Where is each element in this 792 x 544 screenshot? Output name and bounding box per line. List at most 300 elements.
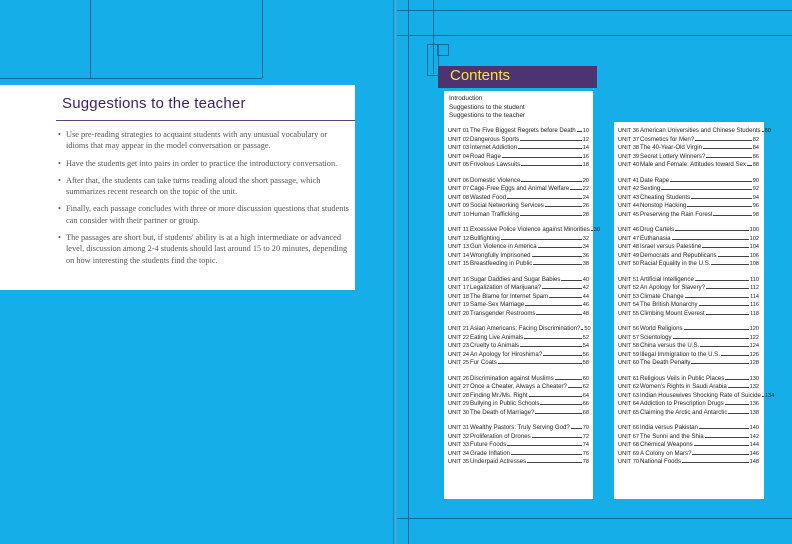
unit-group xyxy=(618,424,759,467)
unit-title: Domestic Violence xyxy=(470,176,521,184)
unit-number: UNIT 52 xyxy=(618,285,640,292)
leader-dots xyxy=(581,329,583,330)
toc-entry[interactable] xyxy=(448,243,589,252)
leader-dots xyxy=(577,131,582,132)
toc-entry[interactable] xyxy=(618,359,759,368)
unit-number: UNIT 48 xyxy=(618,244,640,251)
unit-number: UNIT 11 xyxy=(448,227,469,234)
leader-dots xyxy=(524,338,582,339)
unit-number: UNIT 35 xyxy=(448,459,470,466)
teacher-point: • Have the students get into pairs in order to practice the introductory conversation. xyxy=(58,158,350,169)
page-number: 134 xyxy=(764,392,775,399)
unit-number: UNIT 34 xyxy=(448,450,470,457)
unit-title: The 40-Year-Old Virgin xyxy=(640,144,702,152)
toc-entry[interactable] xyxy=(448,260,589,269)
unit-number: UNIT 50 xyxy=(618,261,640,268)
unit-number: UNIT 58 xyxy=(618,343,640,350)
page-number: 94 xyxy=(752,194,759,201)
unit-title: Climbing Mount Everest xyxy=(640,309,705,317)
leader-dots xyxy=(706,288,749,289)
leader-dots xyxy=(535,413,581,414)
toc-entry[interactable] xyxy=(618,177,759,186)
unit-title: Date Rape xyxy=(640,176,670,184)
unit-number: UNIT 21 xyxy=(448,326,470,333)
toc-entry[interactable] xyxy=(448,127,589,136)
toc-entry[interactable] xyxy=(448,211,589,220)
unit-title: Sexting xyxy=(640,185,661,193)
unit-title: Israel versus Palestine xyxy=(640,243,702,251)
toc-entry[interactable] xyxy=(618,243,759,252)
leader-dots xyxy=(699,428,749,429)
toc-entry[interactable] xyxy=(448,194,589,203)
page-number: 98 xyxy=(752,211,759,218)
page-number: 82 xyxy=(752,136,759,143)
unit-group xyxy=(618,127,771,170)
decor-line xyxy=(262,0,263,78)
leader-dots xyxy=(520,346,582,347)
page-number: 148 xyxy=(749,459,759,466)
unit-title: Same-Sex Marriage xyxy=(470,301,525,309)
leader-dots xyxy=(703,148,752,149)
page-number: 14 xyxy=(582,145,589,152)
leader-dots xyxy=(543,355,582,356)
unit-group xyxy=(618,226,759,269)
toc-entry[interactable] xyxy=(448,226,601,235)
leader-dots xyxy=(501,239,582,240)
page-number: 16 xyxy=(582,153,589,160)
page-number: 102 xyxy=(749,235,759,242)
toc-entry[interactable] xyxy=(448,351,589,360)
toc-entry[interactable] xyxy=(618,310,759,319)
toc-entry[interactable] xyxy=(618,144,759,153)
leader-dots xyxy=(706,314,749,315)
leader-dots xyxy=(507,445,582,446)
toc-entry[interactable] xyxy=(618,334,759,343)
unit-number: UNIT 28 xyxy=(448,392,470,399)
leader-dots xyxy=(692,454,748,455)
leader-dots xyxy=(694,445,749,446)
page-number: 22 xyxy=(582,186,589,193)
unit-group xyxy=(618,374,775,418)
page-number: 90 xyxy=(752,177,759,184)
unit-number: UNIT 39 xyxy=(618,153,640,160)
unit-number: UNIT 23 xyxy=(448,343,470,350)
toc-entry[interactable] xyxy=(618,433,759,442)
leader-dots xyxy=(687,206,751,207)
leader-dots xyxy=(542,288,582,289)
unit-title: Artificial Intelligence xyxy=(640,275,694,283)
page-number: 106 xyxy=(749,252,759,259)
leader-dots xyxy=(673,338,749,339)
page-number: 128 xyxy=(749,360,759,367)
toc-entry[interactable] xyxy=(448,153,589,162)
page-number: 18 xyxy=(582,162,589,169)
intro-links xyxy=(449,95,525,121)
page-number: 64 xyxy=(582,392,589,399)
leader-dots xyxy=(532,256,582,257)
leader-dots xyxy=(568,387,582,388)
leader-dots xyxy=(536,314,581,315)
unit-number: UNIT 40 xyxy=(618,162,640,169)
toc-entry[interactable] xyxy=(448,185,589,194)
toc-entry[interactable] xyxy=(618,260,759,269)
unit-title: Cheating Students xyxy=(640,193,691,201)
unit-group xyxy=(618,325,759,368)
unit-title: Chemical Weapons xyxy=(640,441,693,449)
decor-line xyxy=(397,518,792,519)
unit-number: UNIT 49 xyxy=(618,252,640,259)
leader-dots xyxy=(725,379,748,380)
page-number: 52 xyxy=(582,334,589,341)
leader-dots xyxy=(555,379,582,380)
unit-title: Democrats and Republicans xyxy=(640,251,717,259)
leader-dots xyxy=(713,215,751,216)
page-number: 42 xyxy=(582,285,589,292)
toc-entry[interactable] xyxy=(448,325,589,334)
leader-dots xyxy=(705,437,749,438)
unit-group xyxy=(448,177,589,220)
page-number: 130 xyxy=(749,375,759,382)
toc-entry[interactable] xyxy=(618,301,759,310)
toc-entry[interactable] xyxy=(448,177,589,186)
unit-number: UNIT 42 xyxy=(618,186,640,193)
toc-entry[interactable] xyxy=(618,127,771,136)
toc-entry[interactable] xyxy=(618,293,759,302)
toc-entry[interactable] xyxy=(618,342,759,351)
unit-number: UNIT 05 xyxy=(448,162,470,169)
unit-title: Social Networking Services xyxy=(470,202,544,210)
unit-number: UNIT 67 xyxy=(618,433,640,440)
unit-number: UNIT 09 xyxy=(448,203,470,210)
leader-dots xyxy=(538,247,582,248)
unit-title: Male and Female: Attitudes toward Sex xyxy=(640,161,747,169)
leader-dots xyxy=(718,256,749,257)
page-number: 72 xyxy=(582,433,589,440)
unit-number: UNIT 47 xyxy=(618,235,640,242)
toc-entry[interactable] xyxy=(618,202,759,211)
leader-dots xyxy=(721,355,749,356)
unit-title: Bullying in Public Schools xyxy=(470,400,540,408)
toc-entry[interactable] xyxy=(448,136,589,145)
decor-line xyxy=(0,78,262,79)
unit-title: An Apology for Hiroshima? xyxy=(470,350,543,358)
page-number: 66 xyxy=(582,401,589,408)
unit-number: UNIT 06 xyxy=(448,177,470,184)
unit-number: UNIT 25 xyxy=(448,360,470,367)
toc-entry[interactable] xyxy=(448,252,589,261)
toc-entry[interactable] xyxy=(448,383,589,392)
toc-entry[interactable] xyxy=(618,252,759,261)
page-number: 38 xyxy=(582,261,589,268)
toc-entry[interactable] xyxy=(618,211,759,220)
unit-number: UNIT 54 xyxy=(618,302,640,309)
toc-entry[interactable] xyxy=(448,441,589,450)
leader-dots xyxy=(675,230,748,231)
toc-entry[interactable] xyxy=(448,375,589,384)
toc-entry[interactable] xyxy=(618,409,759,418)
toc-entry[interactable] xyxy=(448,235,589,244)
unit-number: UNIT 14 xyxy=(448,252,470,259)
unit-number: UNIT 31 xyxy=(448,425,470,432)
contents-column-1 xyxy=(444,91,601,499)
unit-title: Transgender Restrooms xyxy=(470,309,536,317)
page-number: 120 xyxy=(749,326,759,333)
unit-title: Road Rage xyxy=(470,152,501,160)
unit-title: Legalization of Marijuana? xyxy=(470,284,542,292)
page-number: 140 xyxy=(749,425,759,432)
leader-dots xyxy=(502,157,582,158)
unit-number: UNIT 02 xyxy=(448,136,470,143)
page-number: 126 xyxy=(749,351,759,358)
toc-entry[interactable] xyxy=(618,153,759,162)
leader-dots xyxy=(661,189,751,190)
leader-dots xyxy=(711,264,748,265)
unit-group xyxy=(448,127,589,170)
toc-entry[interactable] xyxy=(448,433,589,442)
unit-number: UNIT 64 xyxy=(618,401,640,408)
unit-title: Grade Inflation xyxy=(470,449,510,457)
leader-dots xyxy=(571,428,582,429)
toc-entry[interactable] xyxy=(618,325,759,334)
unit-title: China versus the U.S. xyxy=(640,342,700,350)
page-number: 78 xyxy=(582,459,589,466)
unit-title: Illegal Immigration to the U.S. xyxy=(640,350,720,358)
page-number: 110 xyxy=(750,276,759,283)
toc-entry[interactable] xyxy=(618,185,759,194)
leader-dots xyxy=(533,264,581,265)
page-number: 40 xyxy=(582,276,589,283)
unit-number: UNIT 41 xyxy=(618,177,640,184)
unit-number: UNIT 45 xyxy=(618,211,640,218)
unit-title: Future Foods xyxy=(470,441,507,449)
unit-title: The British Monarchy xyxy=(640,301,698,309)
decor-line xyxy=(397,10,792,11)
unit-title: The Death of Marriage? xyxy=(470,408,535,416)
unit-title: A Colony on Mars? xyxy=(640,449,692,457)
decor-box xyxy=(437,44,449,56)
unit-title: An Apology for Slavery? xyxy=(640,284,706,292)
leader-dots xyxy=(762,131,764,132)
toc-entry[interactable] xyxy=(448,276,589,285)
unit-number: UNIT 56 xyxy=(618,326,640,333)
unit-number: UNIT 68 xyxy=(618,442,640,449)
toc-entry[interactable] xyxy=(448,409,589,418)
unit-title: Once a Cheater, Always a Cheater? xyxy=(470,383,567,391)
unit-title: World Religions xyxy=(640,325,683,333)
toc-entry[interactable] xyxy=(618,450,759,459)
page-number: 122 xyxy=(749,334,759,341)
page-number: 76 xyxy=(582,450,589,457)
leader-dots xyxy=(521,165,582,166)
unit-title: Women's Rights in Saudi Arabia xyxy=(640,383,727,391)
toc-intro-item[interactable]: Suggestions to the teacher xyxy=(449,112,526,120)
unit-number: UNIT 20 xyxy=(448,310,470,317)
unit-title: Euthanasia xyxy=(640,234,671,242)
page-number: 116 xyxy=(750,302,759,309)
unit-title: Bullfighting xyxy=(470,234,500,242)
unit-number: UNIT 46 xyxy=(618,227,640,234)
toc-entry[interactable] xyxy=(618,375,759,384)
unit-number: UNIT 10 xyxy=(448,211,470,218)
unit-title: Sugar Daddies and Sugar Babies xyxy=(470,275,561,283)
leader-dots xyxy=(591,230,593,231)
page-number: 132 xyxy=(749,384,759,391)
teacher-point: • Finally, each passage concludes with three or more discussion questions that students can consider with their partner or group. xyxy=(58,203,350,226)
unit-title: Excessive Police Violence against Minorities xyxy=(470,226,590,234)
unit-title: Preserving the Rain Forest xyxy=(640,210,713,218)
leader-dots xyxy=(498,363,582,364)
leader-dots xyxy=(695,280,749,281)
page-number: 54 xyxy=(582,343,589,350)
unit-number: UNIT 08 xyxy=(448,194,470,201)
toc-entry[interactable] xyxy=(618,161,759,170)
toc-entry[interactable] xyxy=(448,334,589,343)
unit-title: Secret Lottery Winners? xyxy=(640,152,706,160)
contents-banner xyxy=(438,66,597,88)
page-number: 34 xyxy=(582,244,589,251)
toc-entry[interactable] xyxy=(618,276,759,285)
unit-title: Addiction to Prescription Drugs xyxy=(640,400,724,408)
toc-entry[interactable] xyxy=(448,424,589,433)
toc-entry[interactable] xyxy=(618,284,759,293)
page-number: 84 xyxy=(752,145,759,152)
toc-entry[interactable] xyxy=(618,194,759,203)
page-number: 80 xyxy=(764,128,771,134)
leader-dots xyxy=(518,148,582,149)
leader-dots xyxy=(691,198,752,199)
unit-number: UNIT 15 xyxy=(448,261,470,268)
title-divider xyxy=(56,120,355,121)
leader-dots xyxy=(700,346,748,347)
page-number: 108 xyxy=(749,261,759,268)
unit-title: The Five Biggest Regrets before Death xyxy=(470,127,576,134)
page-number: 144 xyxy=(749,442,759,449)
leader-dots xyxy=(570,189,582,190)
unit-list xyxy=(618,127,775,474)
toc-entry[interactable] xyxy=(448,144,589,153)
toc-entry[interactable] xyxy=(448,450,589,459)
page-number: 92 xyxy=(752,186,759,193)
unit-number: UNIT 37 xyxy=(618,136,640,143)
unit-title: Wealthy Pastors: Truly Serving God? xyxy=(470,424,570,432)
unit-title: Scientology xyxy=(640,333,672,341)
unit-number: UNIT 30 xyxy=(448,409,470,416)
unit-title: Proliferation of Drones xyxy=(470,432,531,440)
teacher-point: • The passages are short but, if students' ability is at a high intermediate or advanced level, discussion among 2-4 students should last around 15 to 20 minutes, depending on how interesting the students find the topic. xyxy=(58,232,350,266)
unit-number: UNIT 12 xyxy=(448,235,470,242)
toc-entry[interactable] xyxy=(448,310,589,319)
page-number: 138 xyxy=(749,409,759,416)
toc-entry[interactable] xyxy=(448,161,589,170)
toc-intro-item[interactable]: Suggestions to the student xyxy=(449,103,525,111)
unit-title: Wasted Food xyxy=(470,193,507,201)
toc-entry[interactable] xyxy=(618,441,759,450)
leader-dots xyxy=(507,198,582,199)
toc-intro-item[interactable]: Introduction xyxy=(449,95,483,102)
page-number: 50 xyxy=(584,326,591,333)
unit-number: UNIT 26 xyxy=(448,375,470,382)
unit-title: Indian Housewives Shocking Rate of Suicide xyxy=(640,391,761,399)
unit-group xyxy=(448,226,601,269)
toc-entry[interactable] xyxy=(448,202,589,211)
decor-line xyxy=(90,0,91,78)
unit-number: UNIT 60 xyxy=(618,360,640,367)
unit-title: Breastfeeding in Public xyxy=(470,260,533,268)
unit-group xyxy=(448,424,589,467)
unit-number: UNIT 65 xyxy=(618,409,640,416)
unit-number: UNIT 53 xyxy=(618,293,640,300)
page-number: 24 xyxy=(582,194,589,201)
teacher-point: • After that, the students can take turns reading aloud the short passage, which summarizes recent research on the topic of the unit. xyxy=(58,175,350,198)
leader-dots xyxy=(685,297,749,298)
page-number: 58 xyxy=(582,360,589,367)
page-number: 10 xyxy=(582,128,589,134)
unit-number: UNIT 27 xyxy=(448,384,470,391)
toc-entry[interactable] xyxy=(618,391,775,401)
toc-entry[interactable] xyxy=(618,351,759,360)
unit-title: Nonstop Hacking xyxy=(640,202,687,210)
toc-entry[interactable] xyxy=(618,136,759,145)
toc-entry[interactable] xyxy=(448,284,589,293)
page-number: 104 xyxy=(749,244,759,251)
toc-entry[interactable] xyxy=(618,400,759,409)
unit-title: Racial Equality in the U.S. xyxy=(640,260,711,268)
toc-entry[interactable] xyxy=(618,226,759,235)
unit-title: Cage-Free Eggs and Animal Welfare xyxy=(470,185,570,193)
toc-entry[interactable] xyxy=(448,293,589,302)
toc-entry[interactable] xyxy=(448,392,589,401)
page-number: 96 xyxy=(752,203,759,210)
toc-entry[interactable] xyxy=(618,383,759,392)
unit-title: Finding Mr./Ms. Right xyxy=(470,391,528,399)
leader-dots xyxy=(747,165,752,166)
unit-title: Frivolous Lawsuits xyxy=(470,161,521,169)
unit-title: Claiming the Arctic and Antarctic xyxy=(640,408,728,416)
unit-number: UNIT 13 xyxy=(448,244,470,251)
unit-number: UNIT 63 xyxy=(618,392,640,399)
page-number: 60 xyxy=(582,375,589,382)
unit-title: Eating Live Animals xyxy=(470,333,524,341)
toc-entry[interactable] xyxy=(448,400,589,409)
toc-entry[interactable] xyxy=(448,301,589,310)
toc-entry[interactable] xyxy=(448,359,589,368)
toc-entry[interactable] xyxy=(448,342,589,351)
unit-title: National Foods xyxy=(640,458,681,466)
toc-entry[interactable] xyxy=(618,235,759,244)
page-number: 30 xyxy=(593,227,601,234)
unit-number: UNIT 55 xyxy=(618,310,640,317)
unit-number: UNIT 66 xyxy=(618,425,640,432)
leader-dots xyxy=(520,215,582,216)
unit-title: Internet Addiction xyxy=(470,144,518,152)
page-number: 48 xyxy=(582,310,589,317)
toc-entry[interactable] xyxy=(618,424,759,433)
toc-entry[interactable] xyxy=(448,458,589,467)
unit-number: UNIT 61 xyxy=(618,375,640,382)
unit-number: UNIT 29 xyxy=(448,401,470,408)
unit-number: UNIT 24 xyxy=(448,351,470,358)
unit-number: UNIT 38 xyxy=(618,145,640,152)
page-number: 26 xyxy=(582,203,589,210)
teacher-title: Suggestions to the teacher xyxy=(62,95,246,112)
leader-dots xyxy=(684,329,749,330)
toc-entry[interactable] xyxy=(618,458,759,467)
unit-number: UNIT 33 xyxy=(448,442,470,449)
page-number: 142 xyxy=(749,433,759,440)
page-number: 136 xyxy=(749,401,759,408)
unit-number: UNIT 32 xyxy=(448,433,470,440)
leader-dots xyxy=(540,404,581,405)
